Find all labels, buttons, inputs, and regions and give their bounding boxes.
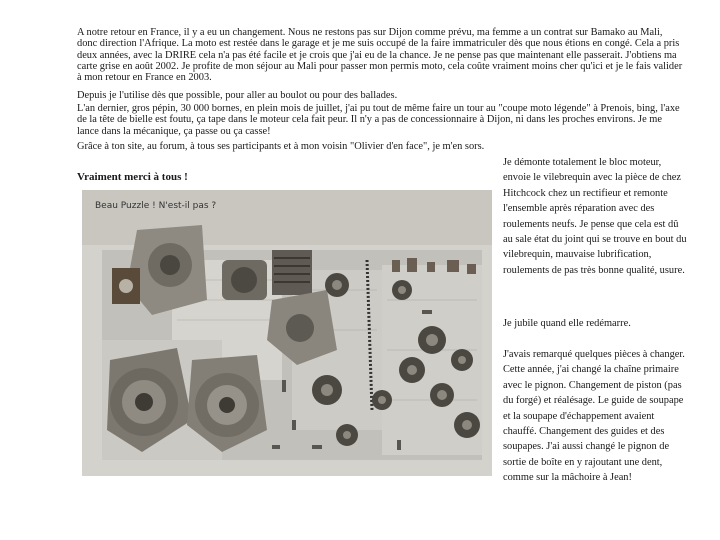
thanks-heading: Vraiment merci à tous ! (77, 171, 188, 183)
paragraph-daily-use: Depuis je l'utilise dès que possible, pour aller au boulot ou pour des ballades. (77, 90, 398, 101)
paragraph-thanks-forum: Grâce à ton site, au forum, à tous ses participants et à mon voisin "Olivier d'en face", je m'en sors. (77, 141, 485, 152)
paragraph-restart: Je jubile quand elle redémarre. (503, 318, 631, 329)
paragraph-parts-changed: J'avais remarqué quelques pièces à changer. Cette année, j'ai changé la chaîne primaire avec le pignon. Changement de piston (pas du forgé) et réalésage. Le guide de soupape et la soupape d'échappement avaient chauffé. Changement des guides et des soupapes. J'ai aussi changé le pignon de sortie de boîte en y rajoutant une dent, comme sur la mâchoire à Jean! (503, 349, 685, 484)
photo-caption: Beau Puzzle ! N'est-il pas ? (95, 201, 217, 211)
engine-parts-photo (82, 190, 492, 476)
paragraph-return-to-france: A notre retour en France, il y a eu un changement. Nous ne restons pas sur Dijon comme prévu, ma femme a un contrat sur Bamako au Mali, donc direction l'Afrique. La moto est restée dans le garage et je me suis occupé de la faire immatriculer dès que nous étions en congé. Cela a pris deux années, avec la DRIRE cela n'a pas été facile et je crois que j'ai eu de la chance. Je ne pense pas que maintenant elle passerait. J'obtiens ma carte grise en août 2002. Je profite de mon séjour au Mali pour passer mon permis moto, cela coûte vraiment moins cher qu'ici et je le fais valider à mon retour en France en 2003. (77, 27, 683, 84)
paragraph-engine-failure: L'an dernier, gros pépin, 30 000 bornes, en plein mois de juillet, j'ai pu tout de même faire un tour au "coupe moto légende" à Prenois, bing, l'axe de la tête de bielle est foutu, ça tape dans le moteur cela fait peur. Il n'y a pas de concessionnaire à Dijon, ni dans les proches environs. Je me lance dans la mécanique, ça passe ou ça casse! (77, 103, 680, 137)
paragraph-engine-rebuild: Je démonte totalement le bloc moteur, envoie le vilebrequin avec la pièce de chez Hitchcock chez un rectifieur et remonte l'ensemble après réparation avec des roulements neufs. Je pense que cela est dû au sale état du joint qui se trouve en bout du vilebrequin, mauvaise lubrification, roulements de pas très bonne qualité, usure. (503, 157, 687, 276)
engine-parts-illustration (82, 190, 492, 476)
